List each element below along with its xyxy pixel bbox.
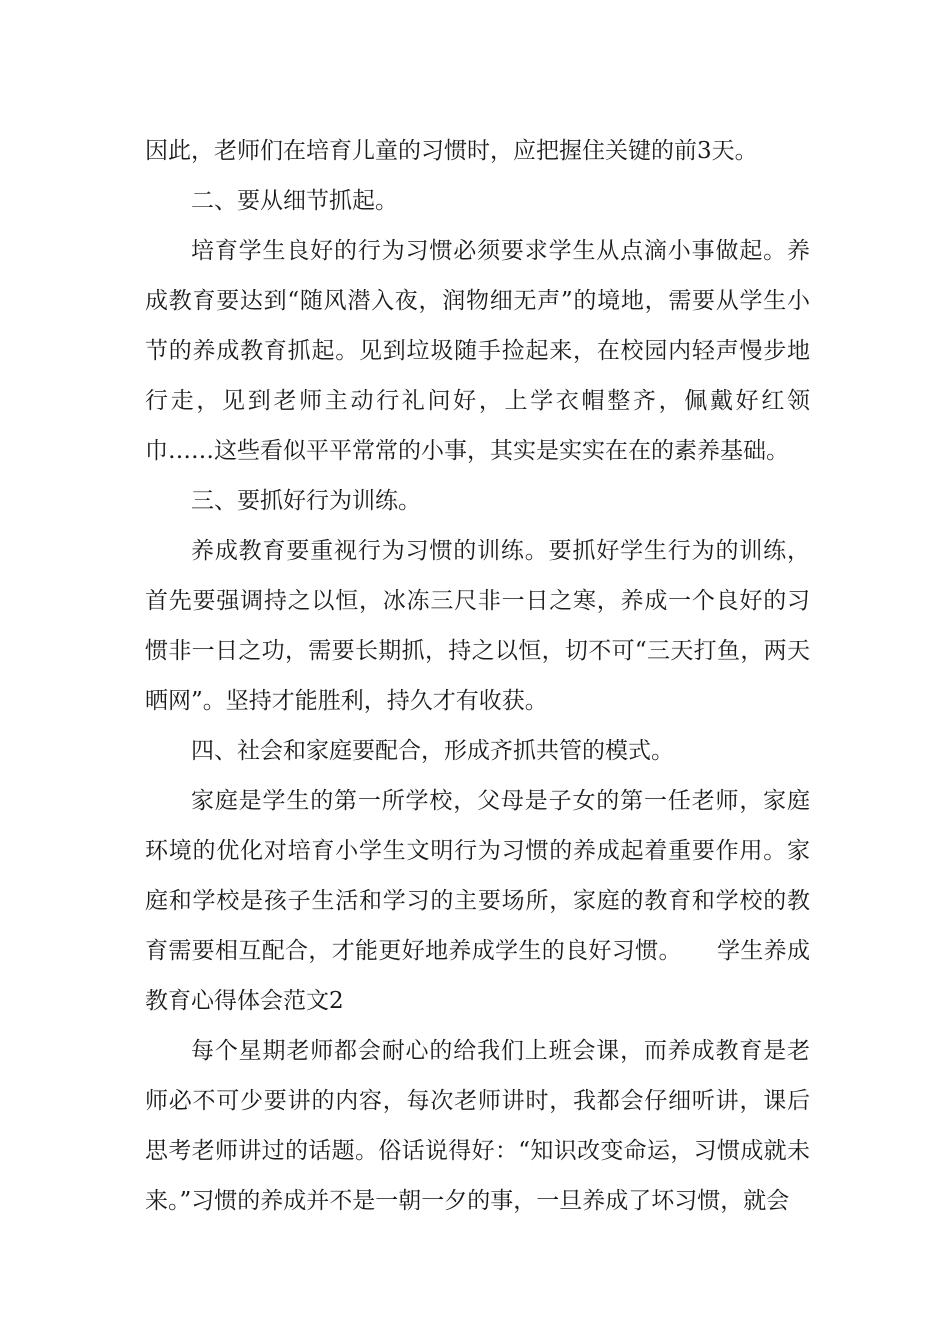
paragraph-5: 养成教育要重视行为习惯的训练。要抓好学生行为的训练，首先要强调持之以恒，冰冻三尺非一日之寒，养成一个良好的习惯非一日之功，需要长期抓，持之以恒，切不可“三天打鱼，两天晒网”。坚持才能胜利，持久才有收获。: [145, 538, 810, 714]
paragraph-1: 因此，老师们在培育儿童的习惯时，应把握住关键的前3天。: [145, 138, 758, 164]
paragraph-3: 培育学生良好的行为习惯必须要求学生从点滴小事做起。养成教育要达到“随风潜入夜，润物细无声”的境地，需要从学生小节的养成教育抓起。见到垃圾随手捡起来，在校园内轻声慢步地行走，见到老师主动行礼问好，上学衣帽整齐，佩戴好红领巾……这些看似平平常常的小事，其实是实实在在的素养基础。: [145, 238, 810, 464]
heading-4: 三、要抓好行为训练。: [191, 488, 421, 514]
document-page: [145, 126, 810, 1226]
heading-6: 四、社会和家庭要配合，形成齐抓共管的模式。: [191, 738, 674, 764]
paragraph-7: 家庭是学生的第一所学校，父母是子女的第一任老师，家庭环境的优化对培育小学生文明行为习惯的养成起着重要作用。家庭和学校是孩子生活和学习的主要场所，家庭的教育和学校的教育需要相互配合，才能更好地养成学生的良好习惯。 学生养成教育心得体会范文2: [145, 788, 810, 1014]
paragraph-8: 每个星期老师都会耐心的给我们上班会课，而养成教育是老师必不可少要讲的内容，每次老师讲时，我都会仔细听讲，课后思考老师讲过的话题。俗话说得好：“知识改变命运，习惯成就未来。”习惯的养成并不是一朝一夕的事，一旦养成了坏习惯，就会: [145, 1038, 810, 1214]
heading-2: 二、要从细节抓起。: [191, 188, 398, 214]
